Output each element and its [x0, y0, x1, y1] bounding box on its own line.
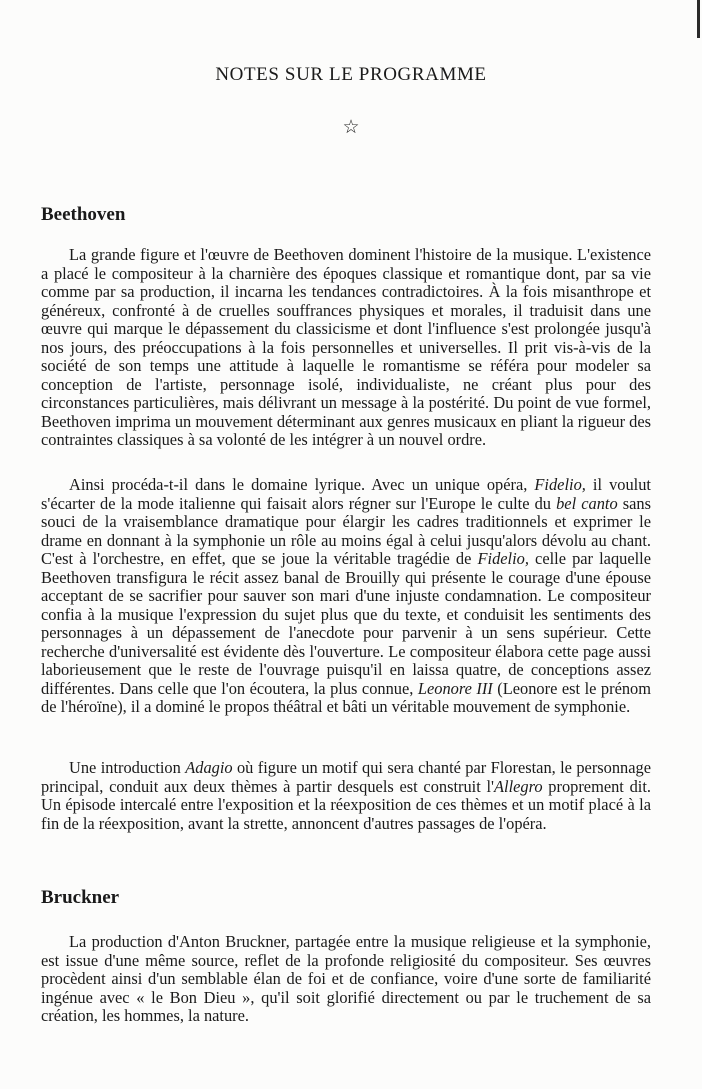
body-text: il voulut s'écarter de la mode italienne qui faisait alors régner sur l'Europe le culte du [41, 475, 651, 513]
body-text: où figure un motif qui sera chanté par Florestan, le personnage principal, conduit aux deux thèmes à partir desquels est construit l' [41, 758, 651, 796]
paragraph [41, 759, 651, 833]
scan-edge-mark [697, 0, 700, 38]
italic-title-text: Fidelio, [477, 549, 529, 568]
section-heading-beethoven: Beethoven [41, 204, 126, 225]
star-ornament-icon: ☆ [342, 116, 360, 138]
body-text: (Leonore est le prénom de l'héroïne), il a dominé le propos théâtral et bâti un véritable mouvement de symphonie. [41, 678, 652, 716]
italic-title-text: Adagio [185, 758, 233, 777]
body-text: Une introduction [69, 758, 186, 777]
italic-title-text: Allegro [494, 776, 543, 796]
italic-title-text: Fidelio, [534, 475, 586, 494]
body-text: La production d'Anton Bruckner, partagée entre la musique religieuse et la symphonie, est issue d'une même source, reflet de la profonde religiosité du compositeur. Ses œuvres procèdent ainsi d'un semblable élan de foi et de confiance, voire d'une sorte de familiarité ingénue avec « le Bon Dieu », qu'il soit glorifié directement ou par le truchement de sa création, les hommes, la nature. [41, 932, 651, 1025]
paragraph [41, 476, 651, 717]
italic-title-text: bel canto [556, 493, 618, 513]
paragraph [41, 933, 651, 1026]
italic-title-text: Leonore III [417, 678, 493, 698]
body-text: celle par laquelle Beethoven transfigura le récit assez banal de Brouilly qui présente le courage d'une épouse acceptant de se sacrifier pour sauver son mari d'une injuste condamnation. Le compositeur confia à la musique l'expression du sujet plus que du texte, et conduisit les sentiments des personnages à un dépassement de l'anecdote pour parvenir à un sens supérieur. Cette recherche d'universalité est évidente dès l'ouverture. Le compositeur élabora cette page aussi laborieusement que le reste de l'ouvrage puisqu'il en laissa quatre, de conceptions assez différentes. Dans celle que l'on écoutera, la plus connue, [41, 549, 651, 698]
body-text: Ainsi procéda-t-il dans le domaine lyrique. Avec un unique opéra, [69, 475, 535, 494]
body-text: sans souci de la vraisemblance dramatique pour élargir les cadres traditionnels et exprimer le drame en donnant à la symphonie un rôle au moins égal à celui jusqu'alors dévolu au chant. C'est à l'orchestre, en effet, que se joue la véritable tragédie de [41, 493, 651, 568]
paragraph [41, 246, 651, 450]
page-title: NOTES SUR LE PROGRAMME [215, 64, 487, 85]
body-text: La grande figure et l'œuvre de Beethoven dominent l'histoire de la musique. L'existence a placé le compositeur à la charnière des époques classique et romantique dont, par sa vie comme par sa production, il incarna les tendances contradictoires. À la fois misanthrope et généreux, confronté à de cruelles souffrances physiques et morales, il traduisit dans une œuvre qui marque le dépassement du classicisme et dont l'influence s'est prolongée jusqu'à nos jours, des préoccupations à la fois personnelles et universelles. Il prit vis-à-vis de la société de son temps une attitude à laquelle le romantisme se référa pour modeler sa conception de l'artiste, personnage isolé, individualiste, ne créant plus pour des circonstances particulières, mais délivrant un message à la postérité. Du point de vue formel, Beethoven imprima un mouvement déterminant aux genres musicaux en pliant la rigueur des contraintes classiques à sa volonté de les intégrer à un nouvel ordre. [41, 245, 651, 449]
body-text: proprement dit. Un épisode intercalé entre l'exposition et la réexposition de ces thèmes et un motif placé à la fin de la réexposition, avant la strette, annoncent d'autres passages de l'opéra. [41, 776, 651, 833]
section-heading-bruckner: Bruckner [41, 887, 120, 908]
